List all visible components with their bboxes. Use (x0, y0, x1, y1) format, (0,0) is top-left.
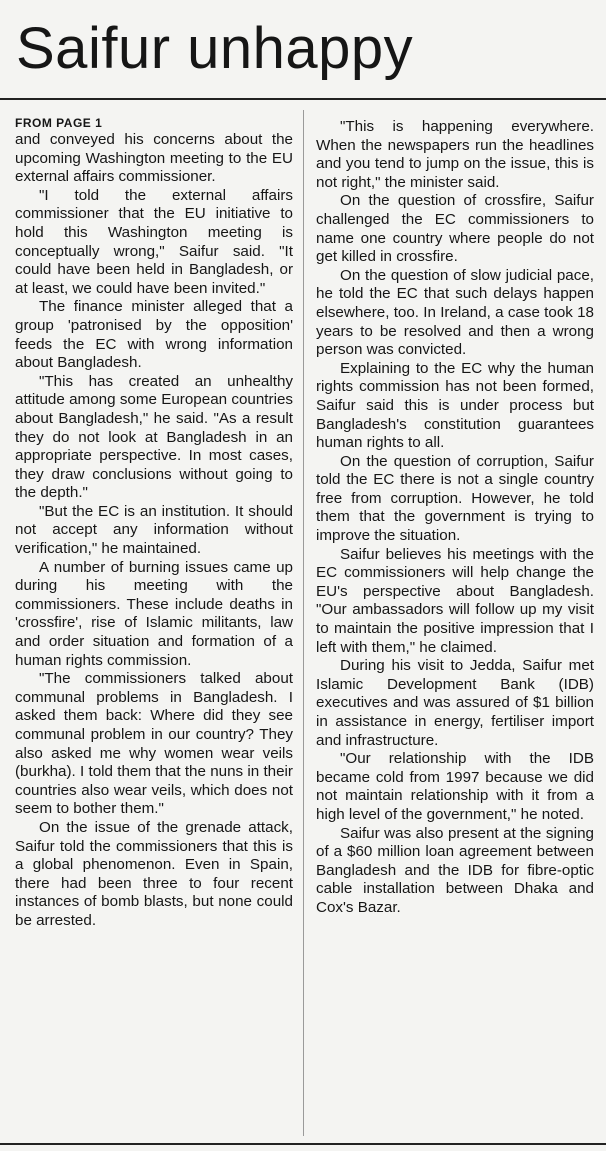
paragraph: Saifur was also present at the signing of a $60 million loan agreement between Bangladesh and the IDB for fibre-optic cable installation between Dhaka and Cox's Bazar. (316, 824, 594, 916)
jump-line: FROM PAGE 1 (15, 116, 103, 130)
paragraph: and conveyed his concerns about the upcoming Washington meeting to the EU external affairs commissioner. (15, 131, 293, 186)
paragraph: "This has created an unhealthy attitude among some European countries about Bangladesh," he said. "As a result they do not look at Bangladesh in an appropriate perspective. In most cases, they draw conclusions without going to the depth." (15, 372, 293, 502)
column-divider (303, 110, 304, 1136)
paragraph: "The commissioners talked about communal problems in Bangladesh. I asked them back: Where did they see communal problem in our country? They also asked me why women wear veils (burkha). I told them that the nuns in their countries also wear veils, which does not seem to bother them." (15, 670, 293, 818)
right-column (316, 118, 594, 918)
headline: Saifur unhappy (16, 16, 414, 81)
bottom-rule (0, 1143, 606, 1145)
paragraph: "I told the external affairs commissioner that the EU initiative to hold this Washington meeting is conceptually wrong," Saifur said. "It could have been held in Bangladesh, or at least, we could have been invited." (15, 186, 293, 297)
paragraph: On the question of slow judicial pace, he told the EC that such delays happen elsewhere, too. In Ireland, a case took 18 years to be resolved and then a wrong person was convicted. (316, 266, 594, 359)
paragraph: Explaining to the EC why the human rights commission has not been formed, Saifur said this is under process but Bangladesh's constitution guarantees human rights to all. (316, 359, 594, 452)
paragraph: During his visit to Jedda, Saifur met Islamic Development Bank (IDB) executives and was assured of $1 billion in assistance in energy, fertiliser import and infrastructure. (316, 657, 594, 749)
left-column (15, 116, 293, 931)
headline-rule (0, 98, 606, 100)
paragraph: On the question of corruption, Saifur told the EC there is not a single country free from corruption. However, he told them that the government is trying to improve the situation. (316, 452, 594, 545)
paragraph: On the issue of the grenade attack, Saifur told the commissioners that this is a global phenomenon. Even in Spain, there had been three to four recent instances of bomb blasts, but none could be arrested. (15, 818, 293, 929)
paragraph: The finance minister alleged that a group 'patronised by the opposition' feeds the EC with wrong information about Bangladesh. (15, 298, 293, 372)
paragraph: "Our relationship with the IDB became cold from 1997 because we did not maintain relationship with it from a high level of the government," he noted. (316, 750, 594, 823)
paragraph: A number of burning issues came up during his meeting with the commissioners. These include deaths in 'crossfire', rise of Islamic militants, law and order situation and formation of a human rights commission. (15, 558, 293, 669)
paragraph: "This is happening everywhere. When the newspapers run the headlines and you tend to jump on the issue, this is not right," the minister said. (316, 118, 594, 191)
paragraph: On the question of crossfire, Saifur challenged the EC commissioners to name one country where people do not get killed in crossfire. (316, 192, 594, 266)
paragraph: Saifur believes his meetings with the EC commissioners will help change the EU's perspective about Bangladesh. "Our ambassadors will follow up my visit to maintain the positive impression that I left with them," he claimed. (316, 545, 594, 656)
paragraph: "But the EC is an institution. It should not accept any information without verification," he maintained. (15, 502, 293, 558)
